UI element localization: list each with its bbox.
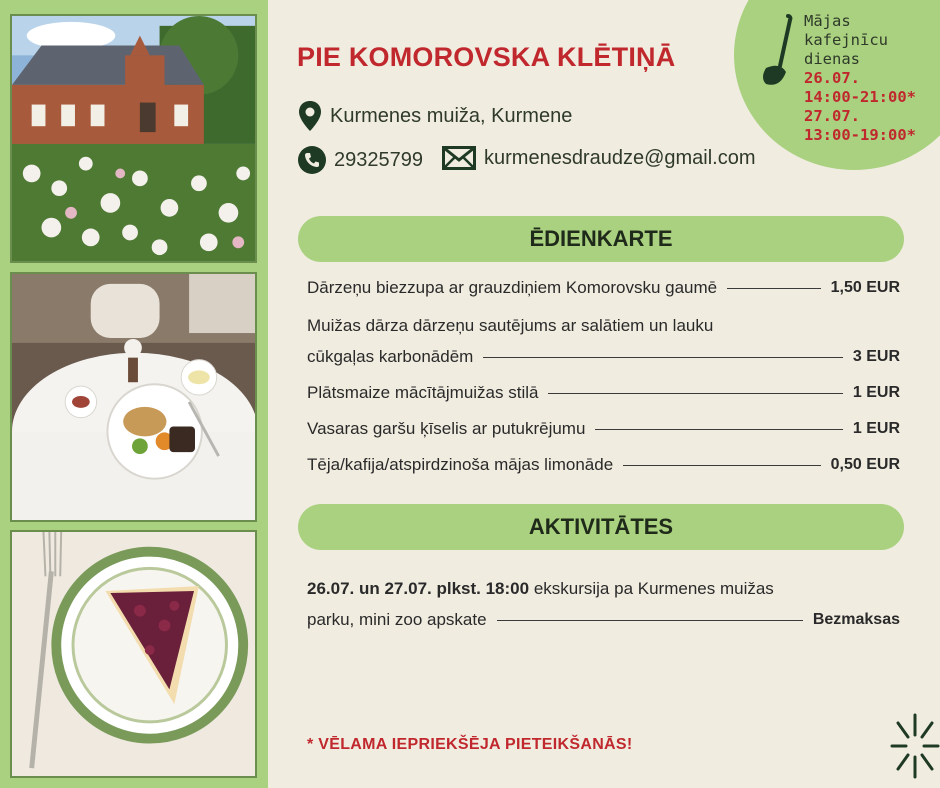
badge-date-2: 27.07.	[804, 107, 860, 125]
menu-item-price: 1 EUR	[852, 384, 900, 401]
location-pin-icon	[298, 100, 322, 132]
activity-time: 26.07. un 27.07. plkst. 18:00	[307, 579, 530, 598]
menu-item-name: Tēja/kafija/atspirdzinoša mājas limonāde	[307, 455, 614, 474]
address-text: Kurmenes muiža, Kurmene	[330, 104, 573, 127]
leader-line	[727, 288, 821, 289]
address-row	[298, 100, 572, 132]
badge-text	[804, 12, 916, 145]
leader-line	[548, 393, 842, 394]
leader-line	[497, 620, 803, 621]
activity-text-1: ekskursija pa Kurmenes muižas	[533, 579, 774, 598]
email-row	[442, 146, 756, 170]
leader-line	[595, 429, 842, 430]
phone-text[interactable]: 29325799	[334, 148, 423, 171]
menu-item-1	[307, 278, 900, 298]
manor-house-photo	[10, 14, 257, 263]
page-title: PIE KOMOROVSKA KLĒTIŅĀ	[297, 42, 676, 72]
activity-line-2	[307, 610, 900, 630]
menu-item-2	[307, 347, 900, 367]
badge-heading-2: kafejnīcu	[804, 31, 888, 49]
menu-item-price: 1,50 EUR	[830, 279, 900, 296]
phone-row	[298, 146, 423, 174]
starburst-logo-icon	[890, 713, 940, 784]
menu-item-price: 0,50 EUR	[830, 456, 900, 473]
badge-date-1: 26.07.	[804, 69, 860, 87]
menu-item-price: 3 EUR	[852, 348, 900, 365]
phone-icon	[298, 146, 326, 174]
menu-item-name: Dārzeņu biezzupa ar grauzdiņiem Komorovsku gaumē	[307, 278, 718, 297]
menu-item-name: cūkgaļas karbonādēm	[307, 347, 474, 366]
envelope-icon	[442, 146, 476, 170]
ladle-icon	[760, 14, 796, 93]
menu-item-name: Plātsmaize mācītājmuižas stilā	[307, 383, 539, 402]
menu-item-4	[307, 419, 900, 439]
leader-line	[483, 357, 843, 358]
photo-column	[0, 0, 268, 788]
activity-line-1	[307, 579, 774, 599]
badge-heading-3: dienas	[804, 50, 860, 68]
activity-text-2: parku, mini zoo apskate	[307, 610, 487, 629]
badge-time-2: 13:00-19:00*	[804, 126, 916, 144]
menu-heading: ĒDIENKARTE	[298, 216, 904, 262]
menu-item-name: Vasaras garšu ķīselis ar putukrējumu	[307, 419, 586, 438]
menu-item-price: 1 EUR	[852, 420, 900, 437]
pie-slice-photo	[10, 530, 257, 778]
menu-item-5	[307, 455, 900, 475]
menu-item-3	[307, 383, 900, 403]
leader-line	[623, 465, 820, 466]
table-plate-photo	[10, 272, 257, 522]
menu-item-2-line1: Muižas dārza dārzeņu sautējums ar salātiem un lauku	[307, 316, 714, 335]
badge-heading-1: Mājas	[804, 12, 851, 30]
activities-heading: AKTIVITĀTES	[298, 504, 904, 550]
activity-price: Bezmaksas	[812, 611, 900, 628]
booking-note: * VĒLAMA IEPRIEKŠĒJA PIETEIKŠANĀS!	[307, 736, 633, 753]
email-text[interactable]: kurmenesdraudze@gmail.com	[484, 146, 756, 169]
badge-time-1: 14:00-21:00*	[804, 88, 916, 106]
